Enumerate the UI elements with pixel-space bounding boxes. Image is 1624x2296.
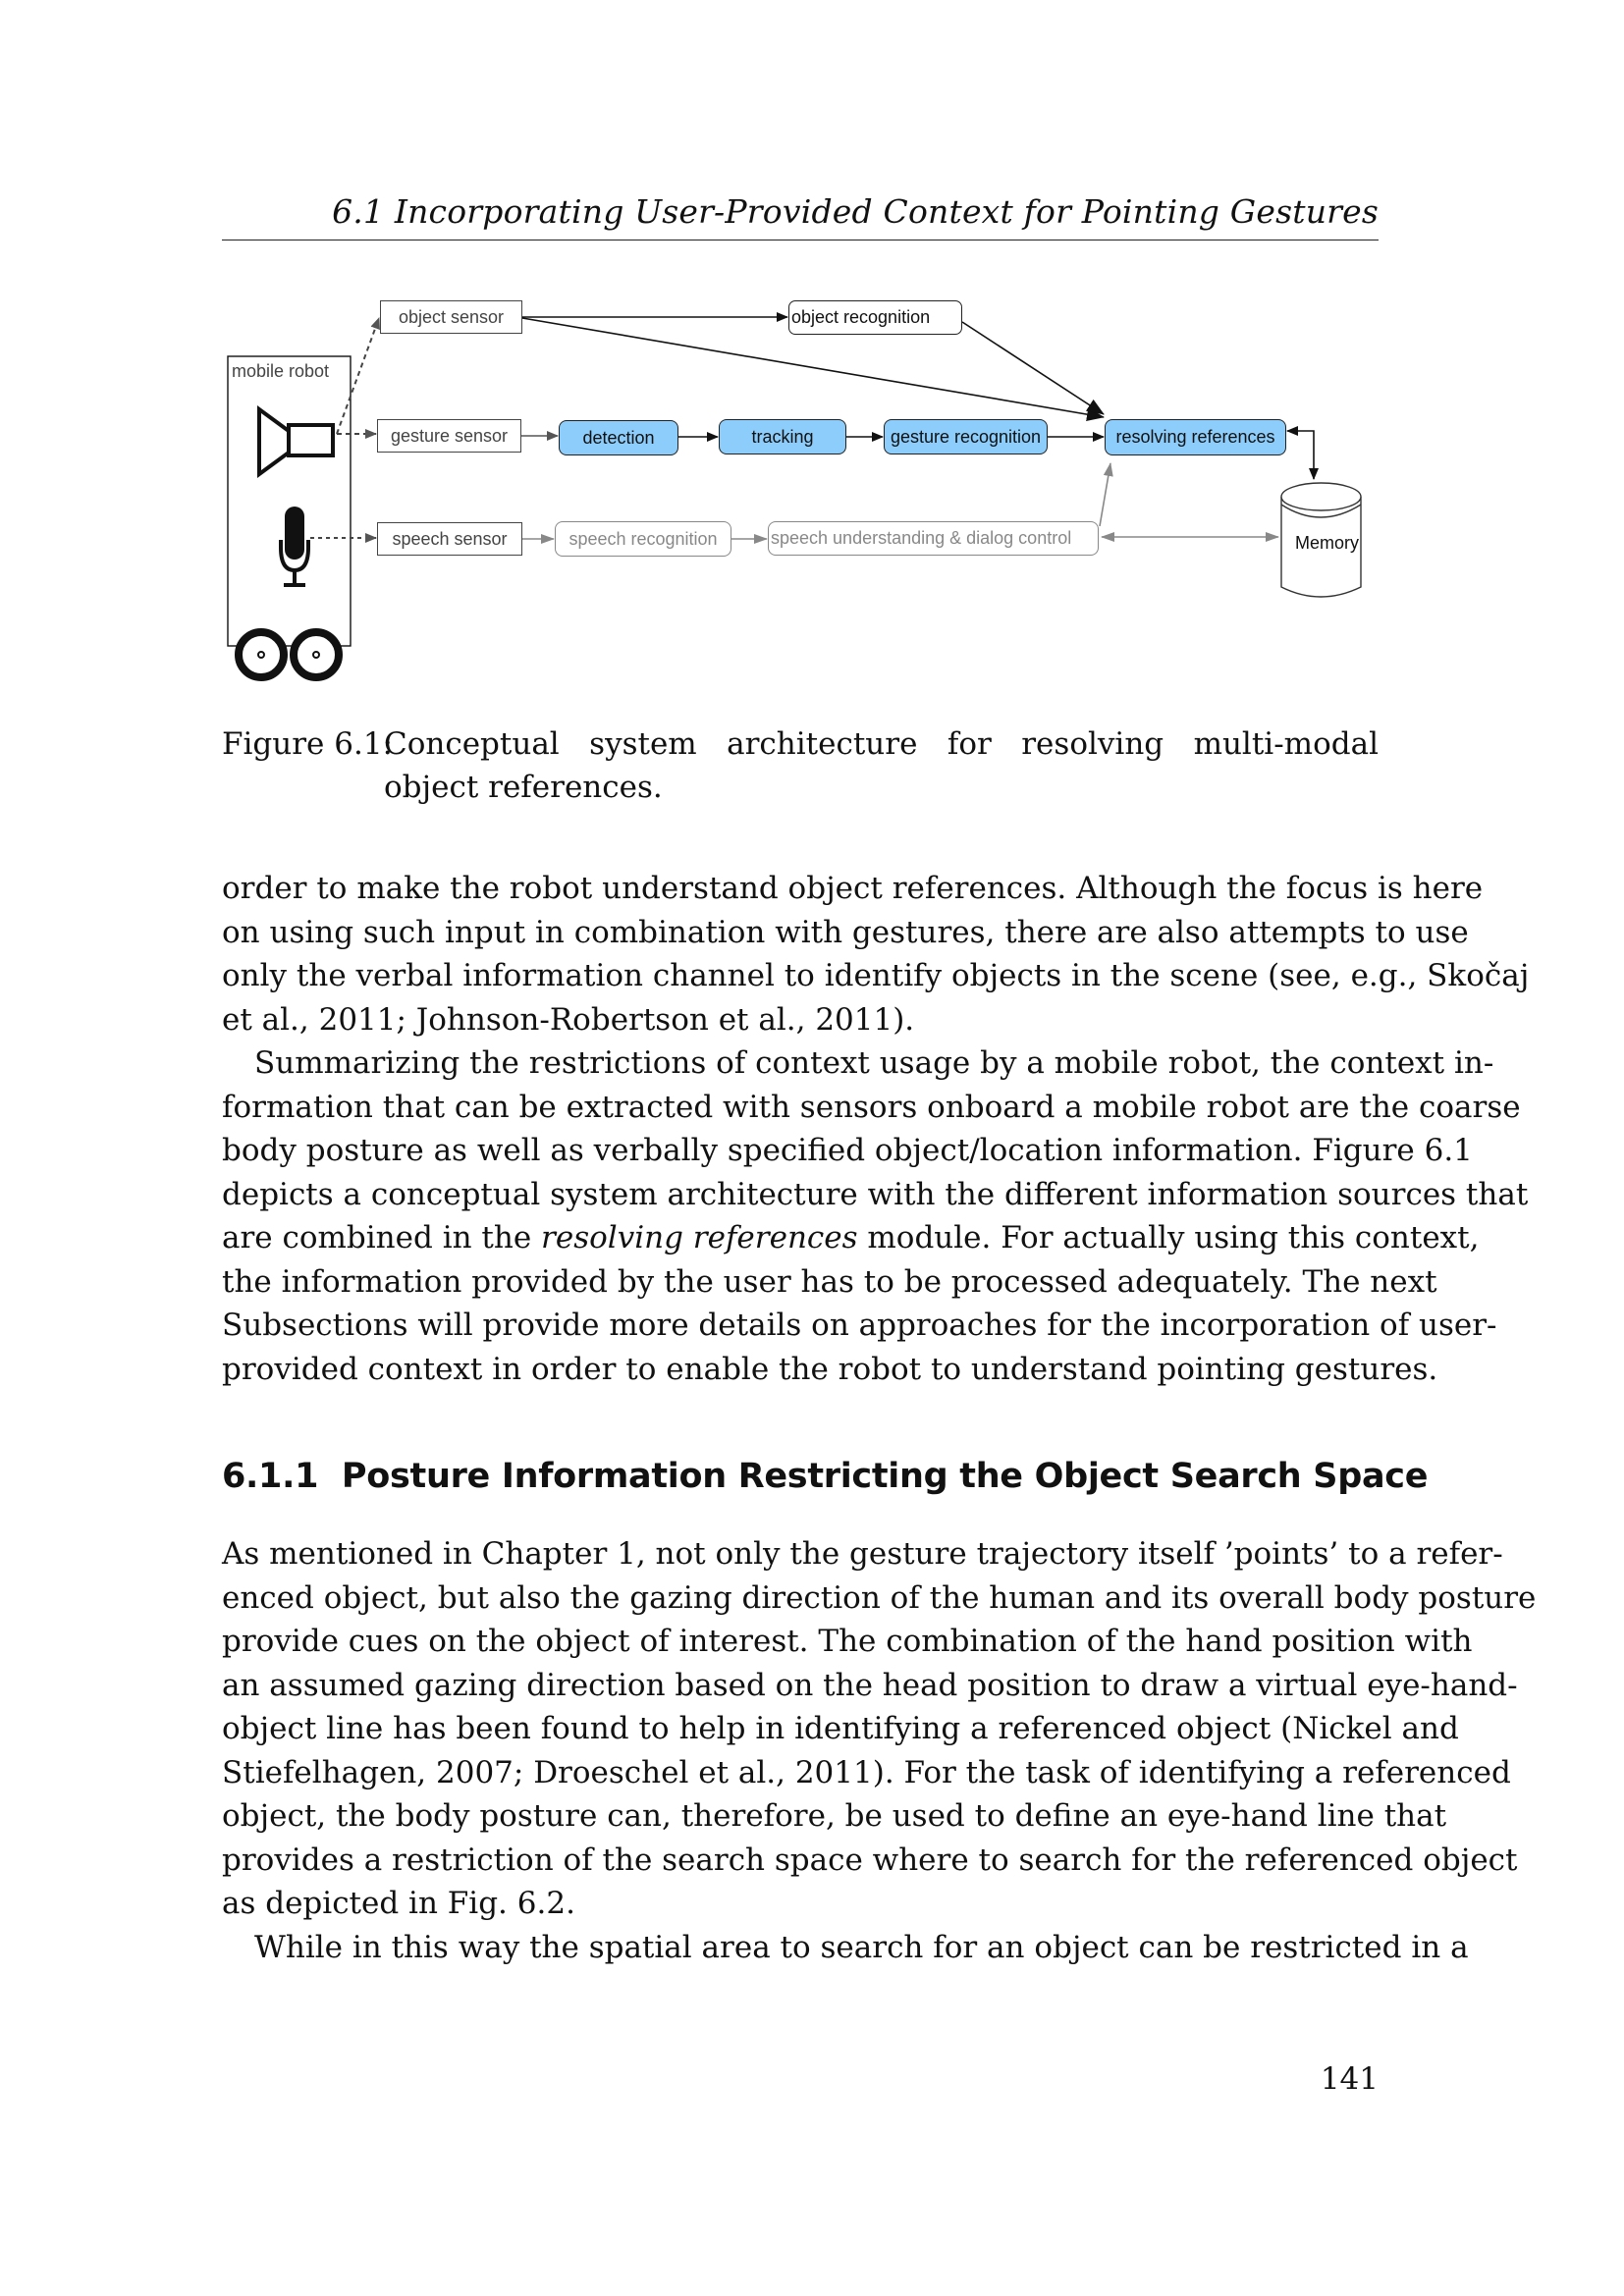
camera-icon xyxy=(259,409,333,474)
text-line: as depicted in Fig. 6.2. xyxy=(222,1886,575,1921)
section-heading: 6.1.1 Posture Information Restricting the Object Search Space xyxy=(222,1457,1429,1496)
text-line: only the verbal information channel to identify objects in the scene (see, e.g., Skočaj xyxy=(222,958,1530,993)
object-recognition-to-resolving xyxy=(962,322,1104,414)
text-line xyxy=(222,1216,1480,1260)
text-line: provided context in order to enable the robot to understand pointing gestures. xyxy=(222,1351,1438,1387)
diagram-connectors xyxy=(222,291,1379,703)
page-number: 141 xyxy=(1320,2061,1379,2097)
paragraph-1 xyxy=(222,867,1530,1041)
object-sensor-box: object sensor xyxy=(380,300,522,334)
speech-recognition-box: speech recognition xyxy=(555,521,731,557)
text-span: are combined in the xyxy=(222,1220,542,1255)
text-line: body posture as well as verbally specified object/location information. Figure 6.1 xyxy=(222,1133,1473,1168)
tracking-box: tracking xyxy=(719,419,846,454)
caption-label: Figure 6.1: xyxy=(222,726,393,762)
text-line: object line has been found to help in identifying a referenced object (Nickel and xyxy=(222,1711,1459,1746)
text-line: depicts a conceptual system architecture with the different information sources that xyxy=(222,1176,1529,1212)
gesture-sensor-box: gesture sensor xyxy=(377,419,521,453)
resolving-references-box: resolving references xyxy=(1105,419,1286,455)
text-line: provides a restriction of the search space where to search for the referenced object xyxy=(222,1842,1518,1878)
detection-box: detection xyxy=(559,420,678,455)
memory-label: Memory xyxy=(1295,533,1360,553)
text-line: Summarizing the restrictions of context usage by a mobile robot, the context in- xyxy=(254,1045,1494,1081)
resolving-memory-link xyxy=(1287,431,1314,479)
paragraph-2 xyxy=(222,1041,1529,1391)
robot-frame xyxy=(228,356,351,646)
text-line: provide cues on the object of interest. The combination of the hand position with xyxy=(222,1624,1473,1659)
microphone-icon xyxy=(281,507,308,585)
object-recognition-box: object recognition xyxy=(788,300,962,335)
speech-understanding-box: speech understanding & dialog control xyxy=(768,521,1099,556)
text-line: on using such input in combination with gestures, there are also attempts to use xyxy=(222,914,1469,950)
figure-architecture-diagram xyxy=(222,291,1379,703)
text-line: et al., 2011; Johnson-Robertson et al., 2011). xyxy=(222,1001,915,1038)
text-line: Subsections will provide more details on approaches for the incorporation of user- xyxy=(222,1308,1497,1343)
text-line: formation that can be extracted with sensors onboard a mobile robot are the coarse xyxy=(222,1089,1521,1125)
text-line: As mentioned in Chapter 1, not only the gesture trajectory itself ’points’ to a refer- xyxy=(222,1536,1503,1572)
speech-sensor-box: speech sensor xyxy=(377,522,522,556)
caption-text: Conceptual system architecture for resolving multi-modal object references. xyxy=(384,726,1379,805)
gesture-recognition-box: gesture recognition xyxy=(884,419,1048,454)
text-line: Stiefelhagen, 2007; Droeschel et al., 2011). For the task of identifying a referenced xyxy=(222,1754,1511,1790)
speech-understanding-to-resolving xyxy=(1100,463,1110,526)
mobile-robot-label: mobile robot xyxy=(232,361,330,381)
text-line: enced object, but also the gazing direction of the human and its overall body posture xyxy=(222,1579,1537,1616)
text-line: object, the body posture can, therefore, be used to define an eye-hand line that xyxy=(222,1798,1447,1834)
camera-to-object-sensor xyxy=(337,318,379,434)
paragraph-3 xyxy=(222,1532,1537,1926)
running-head: 6.1 Incorporating User-Provided Context for Pointing Gestures xyxy=(332,192,1379,231)
wheel-icon xyxy=(239,632,284,677)
text-line: an assumed gazing direction based on the head position to draw a virtual eye-hand- xyxy=(222,1667,1518,1703)
text-line: order to make the robot understand object references. Although the focus is here xyxy=(222,871,1484,906)
emphasis-module-name: resolving references xyxy=(541,1220,858,1255)
text-line: While in this way the spatial area to search for an object can be restricted in a xyxy=(254,1930,1469,1965)
wheel-icon xyxy=(294,632,339,677)
paragraph-4 xyxy=(222,1926,1469,1970)
text-line: the information provided by the user has to be processed adequately. The next xyxy=(222,1263,1437,1300)
text-span: module. For actually using this context, xyxy=(857,1220,1480,1255)
